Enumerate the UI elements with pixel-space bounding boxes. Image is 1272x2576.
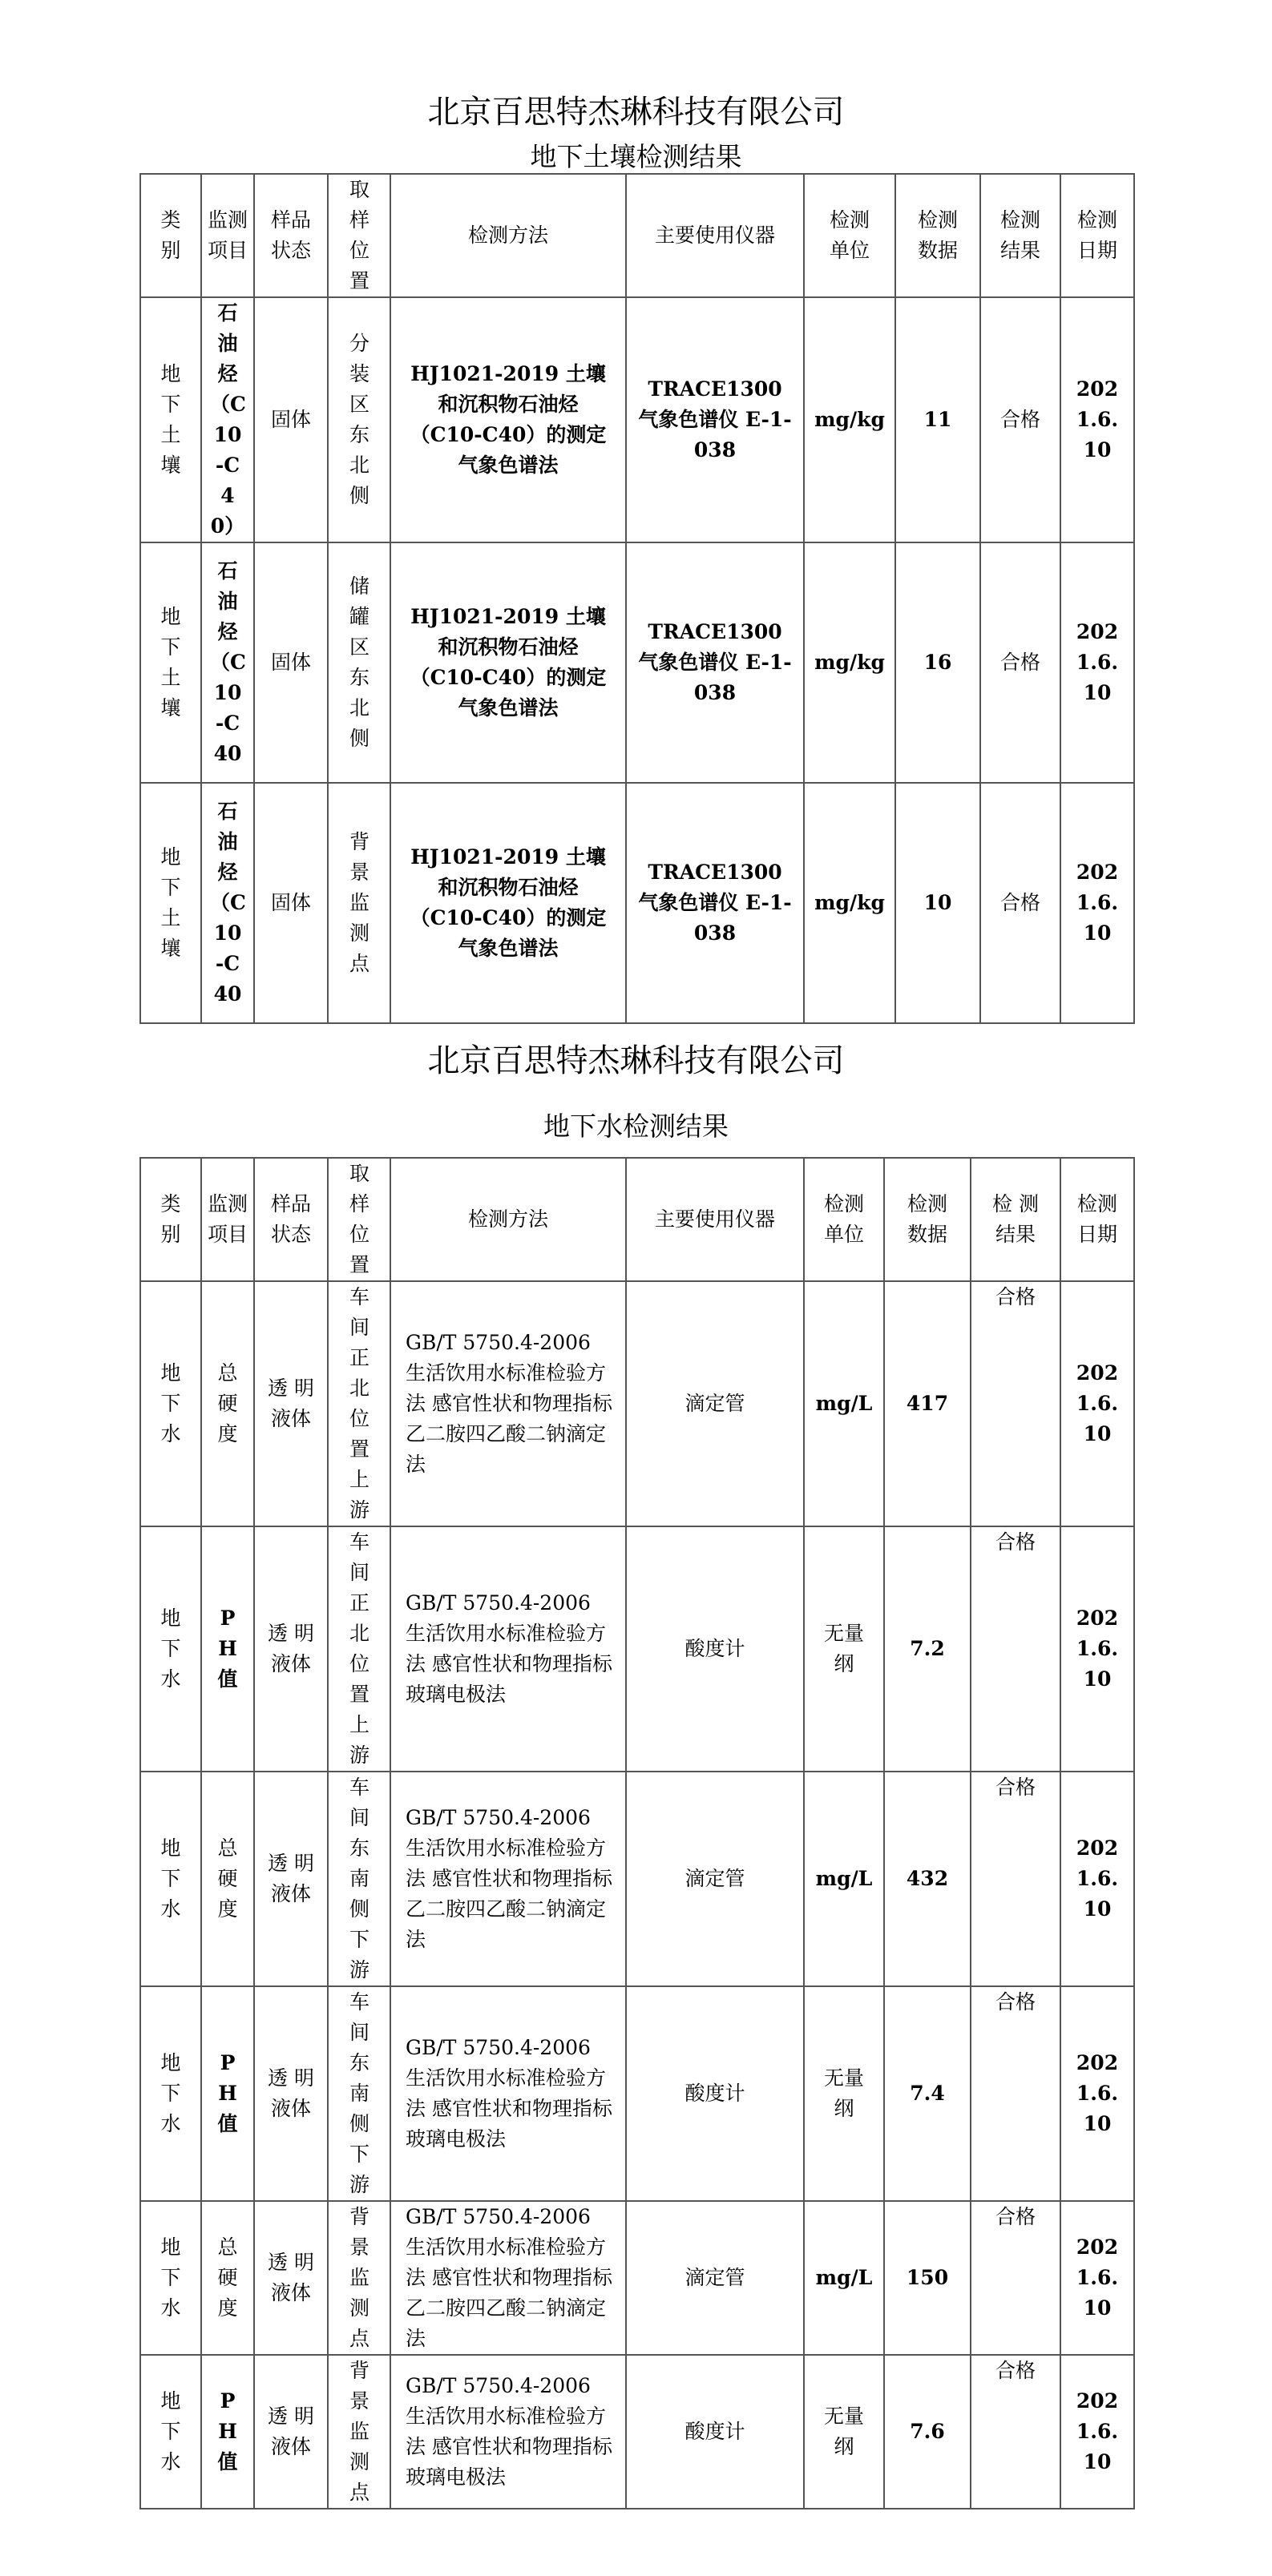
cell-category: 地下水 [140,1526,201,1772]
cell-method: GB/T 5750.4-2006 生活饮用水标准检验方法 感官性状和物理指标 乙二胺四乙酸二钠滴定法 [390,1281,626,1526]
header-category: 类别 [140,174,201,297]
cell-item: 总硬度 [201,1772,254,1986]
cell-state: 透 明液体 [254,1772,328,1986]
cell-unit: mg/L [804,2201,884,2355]
header-item: 监测项目 [201,174,254,297]
cell-unit: mg/kg [804,297,895,542]
cell-category: 地下水 [140,2201,201,2355]
cell-method: GB/T 5750.4-2006 生活饮用水标准检验方法 感官性状和物理指标 玻璃电极法 [390,1986,626,2201]
cell-date: 2021.6.10 [1060,1772,1134,1986]
cell-date: 2021.6.10 [1060,297,1134,542]
cell-state: 透 明液体 [254,2355,328,2509]
cell-state: 固体 [254,297,328,542]
cell-data: 16 [895,542,980,783]
cell-instrument: 酸度计 [626,2355,804,2509]
cell-item: 石油烃（C10-C40 [201,783,254,1023]
cell-position: 背景监测点 [328,2201,390,2355]
cell-instrument: 酸度计 [626,1986,804,2201]
header-data: 检测数据 [884,1158,971,1281]
cell-state: 固体 [254,542,328,783]
soil-results-table [139,173,1135,1024]
header-category: 类别 [140,1158,201,1281]
cell-category: 地下土壤 [140,297,201,542]
header-position: 取样位置 [328,1158,390,1281]
cell-position: 储罐区东北侧 [328,542,390,783]
cell-instrument: 滴定管 [626,2201,804,2355]
cell-data: 7.6 [884,2355,971,2509]
cell-result: 合格 [971,1281,1060,1526]
cell-method: GB/T 5750.4-2006 生活饮用水标准检验方法 感官性状和物理指标 玻璃电极法 [390,1526,626,1772]
header-data: 检测数据 [895,174,980,297]
cell-method: HJ1021-2019 土壤和沉积物石油烃（C10-C40）的测定气象色谱法 [390,542,626,783]
cell-item: PH值 [201,2355,254,2509]
cell-data: 11 [895,297,980,542]
table-row [140,1281,1134,1526]
header-state: 样品状态 [254,1158,328,1281]
table-row [140,1772,1134,1986]
header-method: 检测方法 [390,174,626,297]
cell-item: 总硬度 [201,2201,254,2355]
cell-data: 150 [884,2201,971,2355]
header-instrument: 主要使用仪器 [626,1158,804,1281]
header-method: 检测方法 [390,1158,626,1281]
cell-category: 地下水 [140,1772,201,1986]
cell-item: 石油烃（C10-C40） [201,297,254,542]
report-subtitle-soil: 地下土壤检测结果 [530,141,742,172]
cell-unit: mg/kg [804,542,895,783]
company-name-1: 北京百思特杰琳科技有限公司 [427,94,845,131]
cell-result: 合格 [980,297,1060,542]
cell-date: 2021.6.10 [1060,1986,1134,2201]
cell-unit: mg/L [804,1772,884,1986]
cell-category: 地下水 [140,1986,201,2201]
cell-unit: mg/L [804,1281,884,1526]
cell-state: 固体 [254,783,328,1023]
cell-result: 合格 [971,1526,1060,1772]
water-results-table [139,1157,1135,2509]
cell-method: GB/T 5750.4-2006 生活饮用水标准检验方法 感官性状和物理指标 乙二胺四乙酸二钠滴定法 [390,2201,626,2355]
cell-result: 合格 [980,542,1060,783]
cell-position: 车间正北位置上游 [328,1281,390,1526]
cell-position: 车间东南侧下游 [328,1986,390,2201]
cell-method: GB/T 5750.4-2006 生活饮用水标准检验方法 感官性状和物理指标 玻璃电极法 [390,2355,626,2509]
table-row [140,783,1134,1023]
cell-instrument: 滴定管 [626,1281,804,1526]
header-instrument: 主要使用仪器 [626,174,804,297]
header-unit: 检测单位 [804,1158,884,1281]
cell-method: HJ1021-2019 土壤和沉积物石油烃（C10-C40）的测定气象色谱法 [390,297,626,542]
cell-data: 432 [884,1772,971,1986]
company-name-2: 北京百思特杰琳科技有限公司 [427,1042,845,1079]
cell-category: 地下水 [140,1281,201,1526]
table-row [140,2201,1134,2355]
header-item: 监测项目 [201,1158,254,1281]
cell-unit: mg/kg [804,783,895,1023]
cell-method: GB/T 5750.4-2006 生活饮用水标准检验方法 感官性状和物理指标 乙二胺四乙酸二钠滴定法 [390,1772,626,1986]
cell-state: 透 明液体 [254,1526,328,1772]
cell-category: 地下土壤 [140,542,201,783]
cell-result: 合格 [980,783,1060,1023]
header-date: 检测日期 [1060,1158,1134,1281]
table-row [140,1526,1134,1772]
cell-instrument: TRACE1300 气象色谱仪 E-1-038 [626,542,804,783]
cell-method: HJ1021-2019 土壤和沉积物石油烃（C10-C40）的测定气象色谱法 [390,783,626,1023]
report-subtitle-water: 地下水检测结果 [543,1111,729,1142]
cell-state: 透 明液体 [254,1281,328,1526]
table-row [140,542,1134,783]
header-result: 检测结果 [980,174,1060,297]
cell-position: 车间东南侧下游 [328,1772,390,1986]
cell-data: 7.4 [884,1986,971,2201]
cell-item: PH值 [201,1526,254,1772]
cell-date: 2021.6.10 [1060,783,1134,1023]
table-header-row [140,174,1134,297]
cell-result: 合格 [971,2355,1060,2509]
cell-unit: 无量纲 [804,1986,884,2201]
table-row [140,1986,1134,2201]
cell-item: 总硬度 [201,1281,254,1526]
cell-position: 背景监测点 [328,783,390,1023]
cell-data: 10 [895,783,980,1023]
cell-item: PH值 [201,1986,254,2201]
header-result: 检 测结果 [971,1158,1060,1281]
cell-date: 2021.6.10 [1060,1526,1134,1772]
header-state: 样品状态 [254,174,328,297]
cell-position: 分装区东北侧 [328,297,390,542]
cell-data: 7.2 [884,1526,971,1772]
cell-item: 石油烃（C10-C40 [201,542,254,783]
table-row [140,297,1134,542]
cell-state: 透 明液体 [254,2201,328,2355]
cell-category: 地下水 [140,2355,201,2509]
cell-instrument: TRACE1300 气象色谱仪 E-1-038 [626,783,804,1023]
cell-instrument: 酸度计 [626,1526,804,1772]
cell-date: 2021.6.10 [1060,2201,1134,2355]
cell-result: 合格 [971,2201,1060,2355]
cell-result: 合格 [971,1986,1060,2201]
cell-data: 417 [884,1281,971,1526]
cell-category: 地下土壤 [140,783,201,1023]
header-unit: 检测单位 [804,174,895,297]
table-header-row [140,1158,1134,1281]
cell-position: 背景监测点 [328,2355,390,2509]
table-row [140,2355,1134,2509]
cell-instrument: TRACE1300 气象色谱仪 E-1-038 [626,297,804,542]
cell-result: 合格 [971,1772,1060,1986]
cell-position: 车间正北位置上游 [328,1526,390,1772]
cell-state: 透 明液体 [254,1986,328,2201]
cell-unit: 无量纲 [804,1526,884,1772]
cell-unit: 无量纲 [804,2355,884,2509]
cell-date: 2021.6.10 [1060,2355,1134,2509]
header-date: 检测日期 [1060,174,1134,297]
header-position: 取样位置 [328,174,390,297]
cell-date: 2021.6.10 [1060,1281,1134,1526]
cell-date: 2021.6.10 [1060,542,1134,783]
cell-instrument: 滴定管 [626,1772,804,1986]
